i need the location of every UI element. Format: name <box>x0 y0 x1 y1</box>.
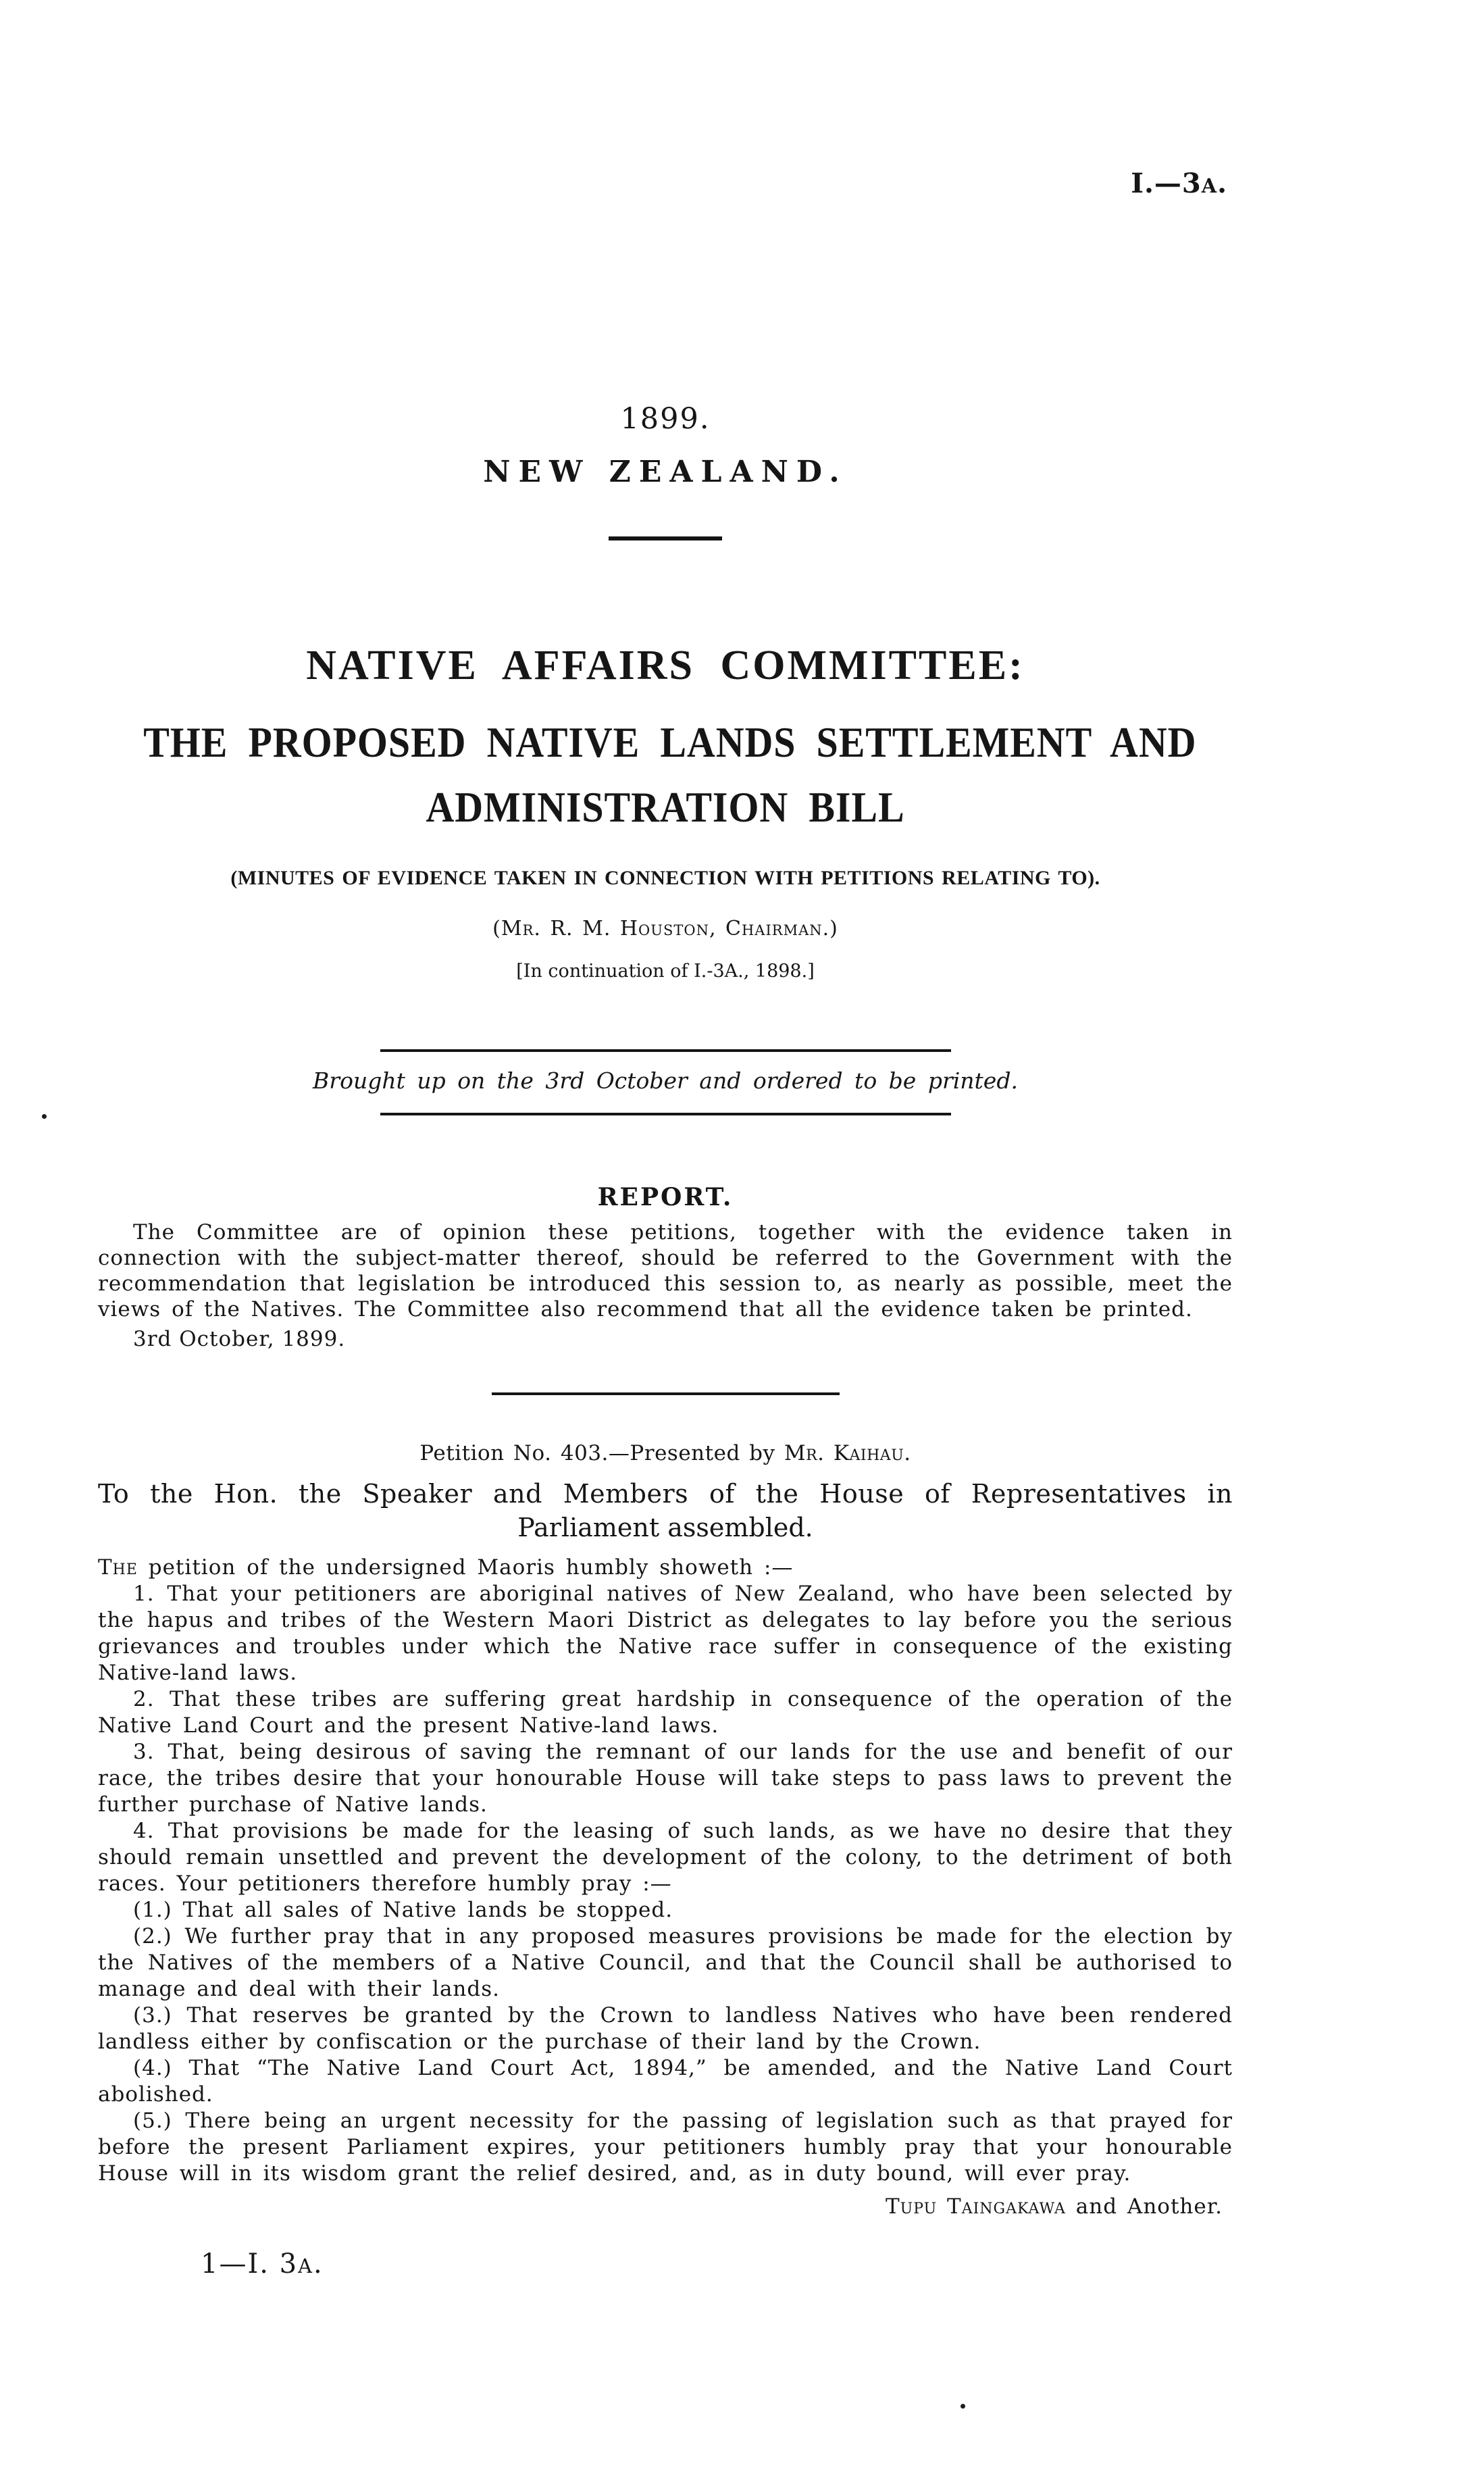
signature-rest: and Another. <box>1065 2194 1223 2219</box>
address-line-1: To the Hon. the Speaker and Members of the House of Representatives in <box>98 1479 1233 1509</box>
signature-name: Tupu Taingakawa <box>885 2194 1066 2219</box>
petition-heading <box>98 1440 1233 1467</box>
petition-prayer-4: (4.) That “The Native Land Court Act, 1894,” be amended, and the Native Land Court abolished. <box>98 2056 1233 2107</box>
country-heading: NEW ZEALAND. <box>483 455 848 489</box>
address-line-2: Parliament assembled. <box>517 1513 813 1542</box>
divider-rule-below-order <box>380 1113 951 1115</box>
signature <box>98 2194 1223 2220</box>
divider-rule-above-order <box>380 1049 951 1052</box>
footer-small-letter: A <box>298 2255 313 2278</box>
doc-ref-small-letter: A <box>1201 174 1218 197</box>
subtitle: (MINUTES OF EVIDENCE TAKEN IN CONNECTION WITH PETITIONS RELATING TO). <box>230 867 1100 889</box>
footer-reference <box>201 2248 1233 2280</box>
petition-presenter-name: Mr. Kaihau <box>784 1441 904 1465</box>
continuation-note: [In continuation of I.-3A., 1898.] <box>516 961 815 982</box>
doc-ref-suffix: . <box>1217 168 1227 199</box>
chairman-line: (Mr. R. M. Houston, Chairman.) <box>492 917 838 940</box>
petition-prayer-1: (1.) That all sales of Native lands be stopped. <box>133 1898 673 1922</box>
petition-heading-prefix: Petition No. 403.—Presented by <box>419 1441 784 1465</box>
document-title <box>143 710 1197 840</box>
petition-clause-3: 3. That, being desirous of saving the remnant of our lands for the use and benefit of our race, the tribes desire that your honourable House will take steps to pass laws to prevent the further purchase of Native lands. <box>98 1740 1233 1817</box>
petition-opening <box>98 1555 1233 1581</box>
opening-rest: petition of the undersigned Maoris humbly showeth :— <box>137 1555 794 1580</box>
report-date: 3rd October, 1899. <box>133 1327 346 1351</box>
committee-heading: NATIVE AFFAIRS COMMITTEE: <box>306 643 1025 688</box>
petition-clause-2: 2. That these tribes are suffering great hardship in consequence of the operation of the Native Land Court and the present Native-land laws. <box>98 1687 1233 1738</box>
footer-suffix: . <box>313 2248 324 2280</box>
petition-clause-1: 1. That your petitioners are aboriginal natives of New Zealand, who have been selected by the hapus and tribes of the Western Maori District as delegates to lay before you the serious grievances and troubles under which the Native race suffer in consequence of the existing Native-land laws. <box>98 1582 1233 1685</box>
opening-smallcaps: The <box>98 1555 138 1580</box>
divider-rule-under-country <box>609 536 722 540</box>
report-heading: REPORT. <box>597 1183 734 1211</box>
doc-ref-prefix: I.—3 <box>1131 168 1202 199</box>
petition-clause-4: 4. That provisions be made for the leasing of such lands, as we have no desire that they should remain unsettled and prevent the development of the colony, to the detriment of both races. Your petitioners therefore humbly pray :— <box>98 1819 1233 1896</box>
content-column <box>98 0 1233 2280</box>
order-line: Brought up on the 3rd October and ordered to be printed. <box>313 1067 1018 1094</box>
footer-prefix: 1—I. 3 <box>201 2248 299 2280</box>
divider-rule-mid <box>492 1392 840 1395</box>
petition-prayer-2: (2.) We further pray that in any proposed measures provisions be made for the election by the Natives of the members of a Native Council, and that the Council shall be authorised to manage and deal with their lands. <box>98 1924 1233 2001</box>
ink-speck <box>961 2404 965 2409</box>
title-line-1: THE PROPOSED NATIVE LANDS SETTLEMENT AND <box>143 719 1197 766</box>
title-line-2: ADMINISTRATION BILL <box>426 784 905 831</box>
ink-speck <box>42 1114 47 1119</box>
petition-prayer-5: (5.) There being an urgent necessity for the passing of legislation such as that prayed for before the present Parliament expires, your petitioners humbly pray that your honourable House will in its wisdom grant the relief desired, and, as in duty bound, will ever pray. <box>98 2109 1233 2186</box>
report-body: The Committee are of opinion these petitions, together with the evidence taken in connection with the subject-matter thereof, should be referred to the Government with the recommendation that legislation be introduced this session to, as nearly as possible, meet the views of the Natives. The Committee also recommend that all the evidence taken be printed. <box>98 1220 1233 1322</box>
petition-heading-suffix: . <box>904 1441 911 1465</box>
year-heading: 1899. <box>620 402 711 436</box>
petition-prayer-3: (3.) That reserves be granted by the Crown to landless Natives who have been rendered landless either by confiscation or the purchase of their land by the Crown. <box>98 2003 1233 2054</box>
